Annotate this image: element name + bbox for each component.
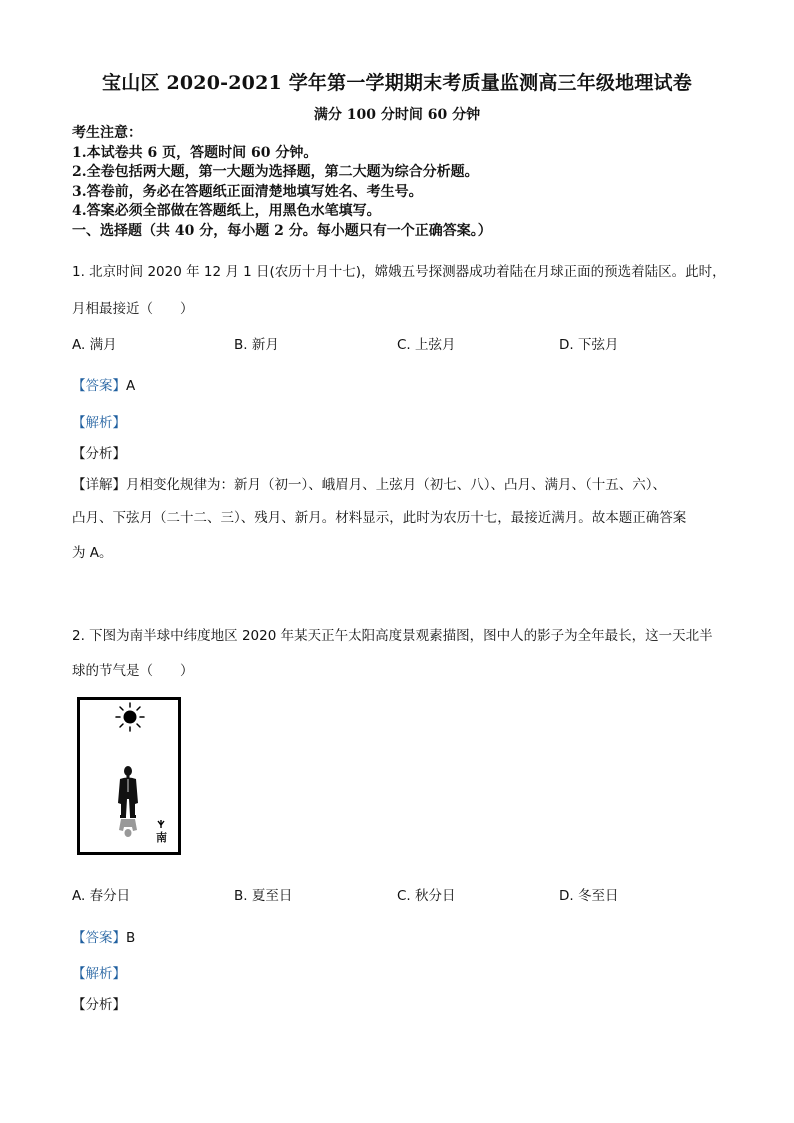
q1-stem-line1: 1. 北京时间 2020 年 12 月 1 日(农历十月十七)，嫦娥五号探测器成功着陆在月球正面的预选着陆区。此时， xyxy=(72,264,726,280)
notice-item: 4.答案必须全部做在答题纸上，用黑色水笔填写。 xyxy=(72,203,381,219)
notice-item: 1.本试卷共 6 页，答题时间 60 分钟。 xyxy=(72,144,318,161)
exam-notice xyxy=(72,124,732,241)
notice-item: 2.全卷包括两大题，第一大题为选择题，第二大题为综合分析题。 xyxy=(72,164,479,180)
q2-option-d: D. 冬至日 xyxy=(559,888,619,904)
notice-heading: 考生注意： xyxy=(72,125,142,141)
q1-detail-line2: 凸月、下弦月（二十二、三）、残月、新月。材料显示，此时为农历十七，最接近满月。故本题正确答案 xyxy=(72,510,687,526)
south-arrow-icon xyxy=(158,820,164,828)
section-heading: 一、选择题（共 40 分，每小题 2 分。每小题只有一个正确答案。） xyxy=(72,222,492,239)
detail-tag: 【详解】 xyxy=(72,477,126,493)
detail-text: 月相变化规律为：新月（初一）、峨眉月、上弦月（初七、八）、凸月、满月、（十五、六）、 xyxy=(126,477,666,493)
answer-value: B xyxy=(126,930,136,946)
q1-answer xyxy=(72,374,135,394)
q2-answer xyxy=(72,926,135,946)
answer-tag: 【答案】 xyxy=(72,378,126,394)
sun-icon xyxy=(116,703,144,731)
q1-detail-line3: 为 A。 xyxy=(72,545,113,561)
q2-fenxi-tag: 【分析】 xyxy=(72,997,126,1013)
sun-shadow-figure xyxy=(77,697,181,855)
q2-stem-line2: 球的节气是（ ） xyxy=(72,663,194,679)
q1-stem-line2: 月相最接近（ ） xyxy=(72,301,194,317)
page-title: 宝山区 2020-2021 学年第一学期期末考质量监测高三年级地理试卷 xyxy=(102,72,692,94)
q1-option-c: C. 上弦月 xyxy=(397,337,456,353)
page-subtitle: 满分 100 分时间 60 分钟 xyxy=(313,107,481,123)
q2-option-b: B. 夏至日 xyxy=(234,888,293,904)
q2-analysis-tag: 【解析】 xyxy=(72,966,126,982)
q1-detail-line1 xyxy=(72,473,666,493)
person-shadow xyxy=(119,819,137,837)
q1-option-b: B. 新月 xyxy=(234,337,279,353)
answer-tag: 【答案】 xyxy=(72,930,126,946)
q2-stem-line1: 2. 下图为南半球中纬度地区 2020 年某天正午太阳高度景观素描图，图中人的影子为全年最长，这一天北半 xyxy=(72,628,713,644)
notice-item: 3.答卷前，务必在答题纸正面清楚地填写姓名、考生号。 xyxy=(72,183,423,200)
q1-fenxi-tag: 【分析】 xyxy=(72,446,126,462)
q1-option-d: D. 下弦月 xyxy=(559,337,619,353)
person-silhouette xyxy=(118,766,138,818)
answer-value: A xyxy=(126,378,136,394)
south-label: 南 xyxy=(156,831,167,844)
q1-analysis-tag: 【解析】 xyxy=(72,415,126,431)
q2-option-a: A. 春分日 xyxy=(72,888,131,904)
q1-option-a: A. 满月 xyxy=(72,337,117,353)
q2-option-c: C. 秋分日 xyxy=(397,888,456,904)
